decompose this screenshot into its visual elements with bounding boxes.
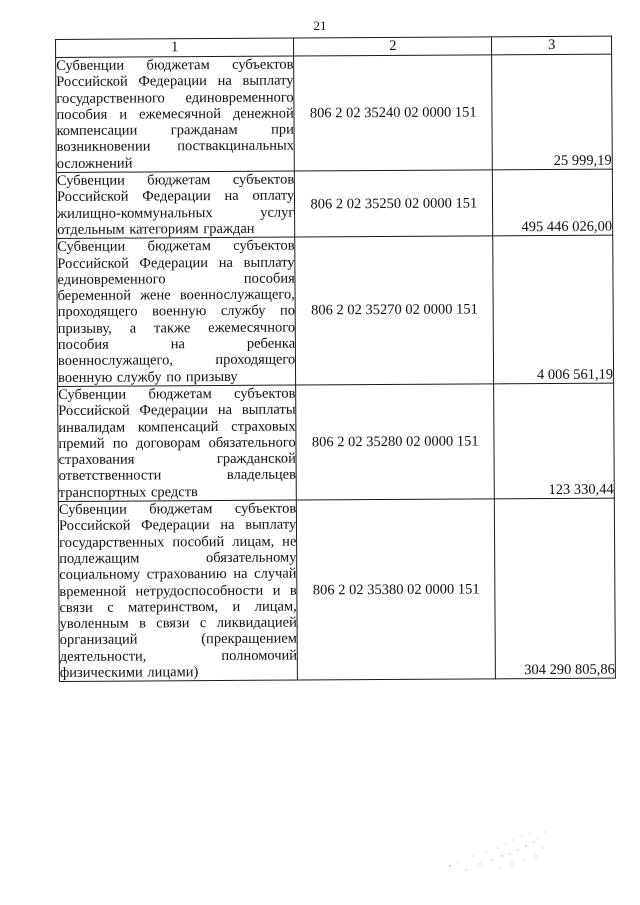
row-description: Субвенции бюджетам субъектов Российской Федерации на выплаты инвалидам компенсаций страховых премий по договорам обязательного страхования гражданской ответственности владельцев транспортных средств (58, 385, 296, 501)
row-description: Субвенции бюджетам субъектов Российской Федерации на выплату единовременного пособия беременной жене военнослужащего, проходящего военную службу по призыву, а также ежемесячного пособия на ребенка военнослужащего, проходящего военную службу по призыву (57, 237, 296, 386)
column-header-3: 3 (492, 36, 612, 55)
row-budget-code: 806 2 02 35240 02 0000 151 (294, 55, 493, 171)
table-row (58, 383, 615, 501)
column-header-1: 1 (56, 38, 294, 57)
row-description: Субвенции бюджетам субъектов Российской Федерации на оплату жилищно-коммунальных услуг отдельным категориям граждан (56, 171, 295, 238)
row-amount: 495 446 026,00 (493, 169, 613, 236)
row-amount: 25 999,19 (492, 54, 612, 170)
table-row (58, 498, 615, 682)
row-budget-code: 806 2 02 35280 02 0000 151 (296, 384, 495, 500)
row-budget-code: 806 2 02 35380 02 0000 151 (297, 499, 496, 680)
subventions-table (55, 36, 616, 683)
column-header-2: 2 (294, 37, 492, 56)
table-row (56, 169, 612, 239)
table-row (57, 235, 614, 386)
scan-noise-speckles (440, 826, 560, 886)
page-number: 21 (313, 18, 327, 33)
row-description: Субвенции бюджетам субъектов Российской Федерации на выплату государственного единовременного пособия и ежемесячной денежной компенсации гражданам при возникновении поствакцинальных осложнений (56, 56, 294, 172)
row-budget-code: 806 2 02 35270 02 0000 151 (295, 236, 494, 385)
row-budget-code: 806 2 02 35250 02 0000 151 (295, 170, 493, 237)
row-amount: 123 330,44 (494, 383, 614, 499)
table-row (56, 54, 613, 172)
row-amount: 304 290 805,86 (495, 498, 616, 679)
row-description: Субвенции бюджетам субъектов Российской Федерации на выплату государственных пособий лицам, не подлежащим обязательному социальному страхованию на случай временной нетрудоспособности и в связи с материнством, и лицам, уволенным в связи с ликвидацией организаций (прекращением деятельности, полномочий физическими лицами) (58, 500, 298, 681)
row-amount: 4 006 561,19 (493, 235, 614, 383)
